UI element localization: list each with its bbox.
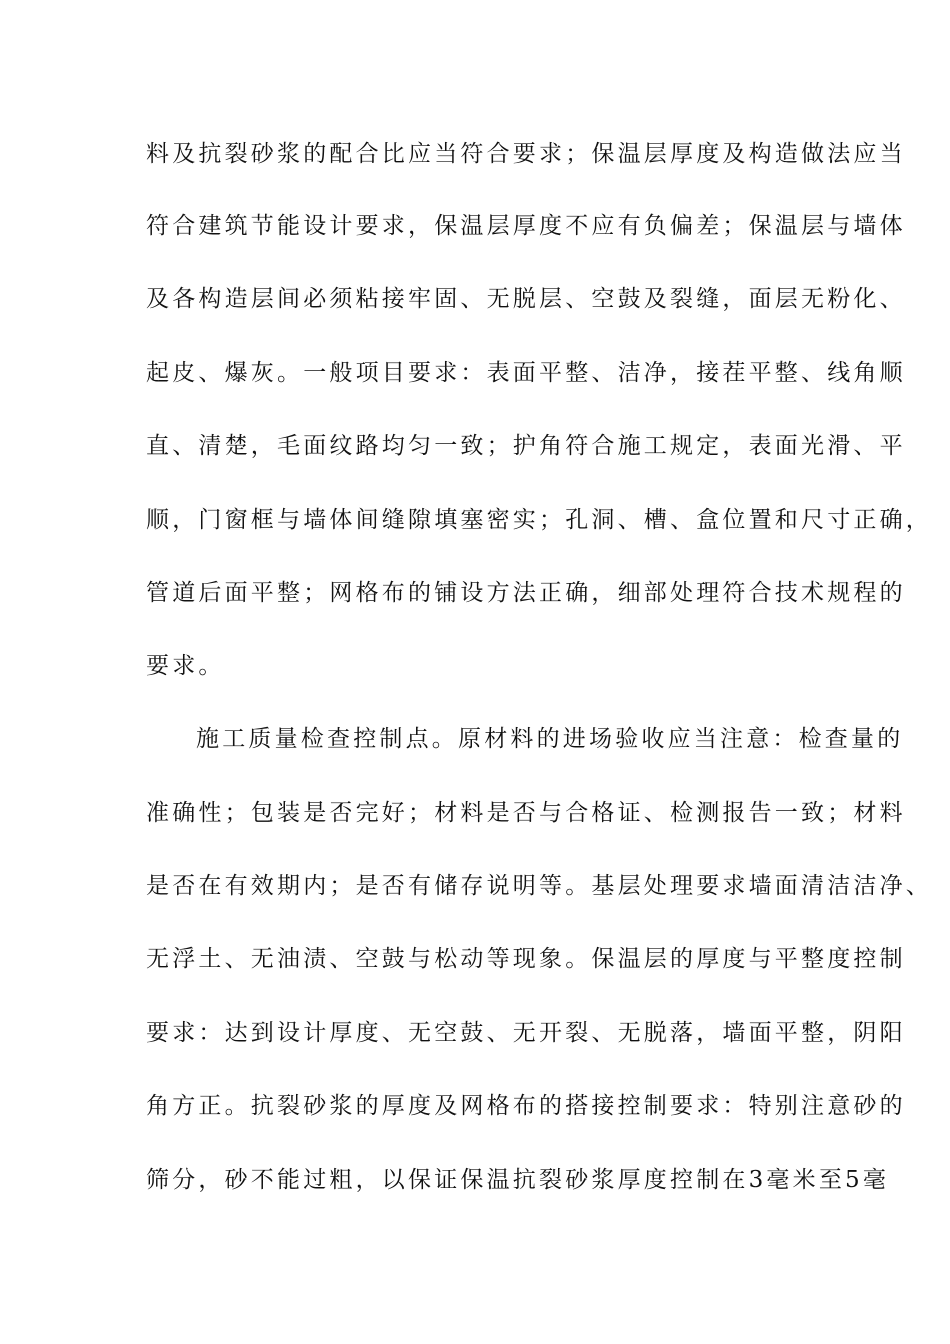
- paragraph-line: 角方正。抗裂砂浆的厚度及网格布的搭接控制要求：特别注意砂的: [146, 1093, 906, 1119]
- paragraph-line: 无浮土、无油渍、空鼓与松动等现象。保温层的厚度与平整度控制: [146, 946, 906, 972]
- paragraph-line: 符合建筑节能设计要求，保温层厚度不应有负偏差；保温层与墙体: [146, 213, 906, 239]
- paragraph-line: 施工质量检查控制点。原材料的进场验收应当注意：检查量的: [196, 726, 904, 752]
- paragraph-line: 顺，门窗框与墙体间缝隙填塞密实；孔洞、槽、盒位置和尺寸正确，: [146, 507, 932, 533]
- paragraph-line: 料及抗裂砂浆的配合比应当符合要求；保温层厚度及构造做法应当: [146, 141, 906, 167]
- paragraph-line: 起皮、爆灰。一般项目要求：表面平整、洁净，接茬平整、线角顺: [146, 360, 906, 386]
- paragraph-line: 管道后面平整；网格布的铺设方法正确，细部处理符合技术规程的: [146, 580, 906, 606]
- paragraph-line: 及各构造层间必须粘接牢固、无脱层、空鼓及裂缝，面层无粉化、: [146, 286, 906, 312]
- paragraph-line: 要求：达到设计厚度、无空鼓、无开裂、无脱落，墙面平整，阴阳: [146, 1020, 906, 1046]
- paragraph-line: 筛分，砂不能过粗，以保证保温抗裂砂浆厚度控制在3毫米至5毫: [146, 1167, 890, 1193]
- paragraph-line: 是否在有效期内；是否有储存说明等。基层处理要求墙面清洁洁净、: [146, 873, 932, 899]
- paragraph-line: 要求。: [146, 653, 225, 679]
- paragraph-line: 准确性；包装是否完好；材料是否与合格证、检测报告一致；材料: [146, 800, 906, 826]
- paragraph-line: 直、清楚，毛面纹路均匀一致；护角符合施工规定，表面光滑、平: [146, 433, 906, 459]
